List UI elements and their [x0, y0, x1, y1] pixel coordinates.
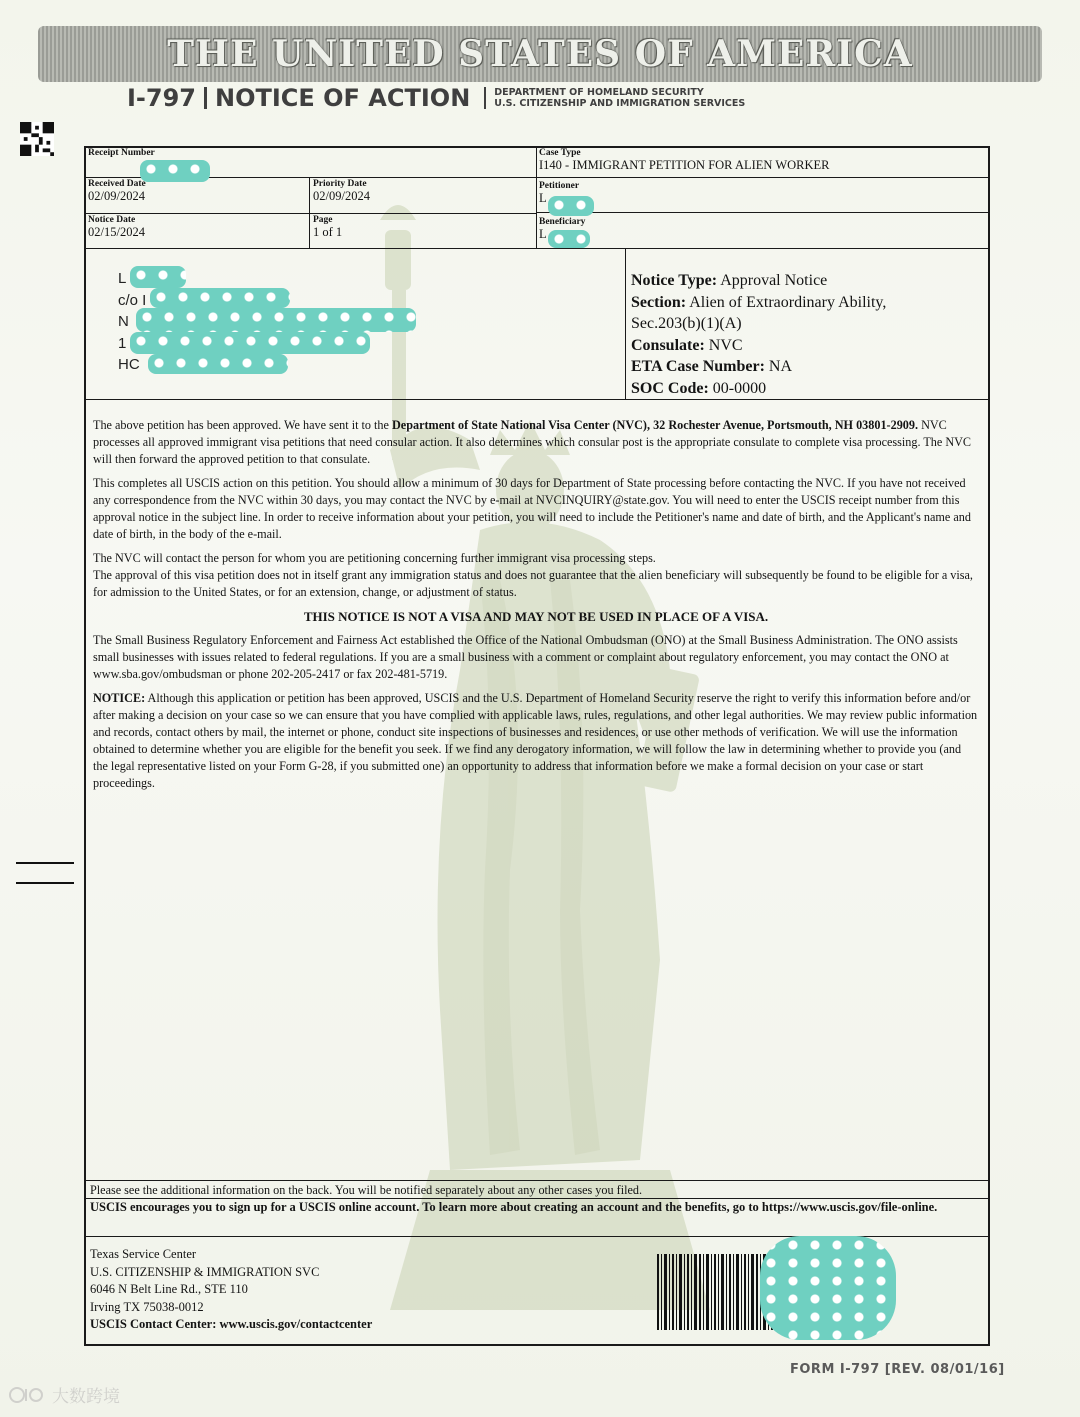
- address-line: N: [118, 313, 129, 330]
- consulate-label: Consulate:: [631, 336, 705, 354]
- section-label: Section:: [631, 293, 687, 311]
- department-name: DEPARTMENT OF HOMELAND SECURITY: [494, 87, 704, 98]
- receipt-number-cell: [88, 148, 155, 158]
- grid-line: [309, 177, 310, 248]
- status-paragraph: [93, 550, 979, 601]
- grid-line: [536, 146, 537, 248]
- form-revision: FORM I-797 [REV. 08/01/16]: [790, 1362, 1005, 1377]
- soc-code-label: SOC Code:: [631, 379, 709, 397]
- watermark-text: 大数跨境: [52, 1387, 120, 1407]
- notice-type-value: Approval Notice: [720, 272, 828, 289]
- online-account-note: USCIS encourages you to sign up for a USCIS online account. To learn more about creating an account and the benefits, go to https://www.uscis.gov/file-online.: [90, 1200, 938, 1214]
- notice-date-cell: [88, 215, 145, 240]
- contact-center: USCIS Contact Center: www.uscis.gov/contactcenter: [90, 1317, 373, 1331]
- margin-marks: [16, 860, 74, 888]
- visa-warning: THIS NOTICE IS NOT A VISA AND MAY NOT BE USED IN PLACE OF A VISA.: [303, 609, 769, 624]
- banner: [38, 26, 1042, 82]
- address-line: HC: [118, 356, 140, 373]
- beneficiary-value: L: [539, 227, 547, 241]
- service-center-address: [90, 1246, 372, 1334]
- corner-watermark: [8, 1382, 120, 1407]
- department-block: [494, 87, 745, 109]
- redaction-mark: [150, 288, 290, 308]
- redaction-mark: [548, 230, 590, 248]
- page-cell: [313, 215, 342, 240]
- approval-status-text: The approval of this visa petition does not in itself grant any immigration status and does not guarantee that the alien beneficiary will subsequently be found to be eligible for a visa, for admission to the United States, or for an extension, change, or adjustment of status.: [93, 568, 973, 599]
- notice-details: [631, 270, 886, 399]
- additional-info-note: Please see the additional information on the back. You will be notified separately about any other cases you filed.: [90, 1183, 643, 1197]
- notice-body: [93, 417, 979, 799]
- grid-line: [84, 213, 536, 214]
- consulate-value: NVC: [708, 336, 743, 354]
- case-type-cell: [539, 148, 830, 173]
- service-center-org: U.S. CITIZENSHIP & IMMIGRATION SVC: [90, 1264, 320, 1279]
- ombudsman-paragraph: The Small Business Regulatory Enforcement and Fairness Act established the Office of the National Ombudsman (ONO) at the Small Business Administration. The ONO assists small businesses with issues related to federal regulations. If you are a small business with a comment or complaint about regulatory enforcement, you may contact the ONO at www.sba.gov/ombudsman or phone 202-205-2417 or fax 202-481-5719.: [93, 633, 958, 681]
- verification-text: Although this application or petition has been approved, USCIS and the U.S. Department of Homeland Security reserve the right to verify this information before and/or after making a decision on your case so we can ensure that you have complied with applicable laws, rules, regulations, and other legal authorities. We may review public information and records, contact others by mail, the internet or phone, conduct site inspections of businesses and residences, or use other methods of verification. We will use the information obtained to determine whether you are eligible for the benefit you seek. If we find any derogatory information, we will follow the law in determining whether to provide you (and the legal representative listed on your Form G-28, if you submitted one) an opportunity to address that information before we make a formal decision on your case or start proceedings.: [93, 691, 978, 790]
- grid-line: [625, 248, 626, 399]
- redaction-mark: [148, 354, 288, 374]
- priority-date-cell: [313, 179, 370, 204]
- petitioner-label: Petitioner: [539, 181, 580, 191]
- beneficiary-label: Beneficiary: [539, 217, 586, 227]
- priority-date-label: Priority Date: [313, 179, 367, 189]
- redaction-mark: [548, 196, 594, 216]
- received-date-value: 02/09/2024: [88, 189, 145, 203]
- case-type-value: I140 - IMMIGRANT PETITION FOR ALIEN WORKER: [539, 158, 830, 172]
- approval-text-continued: NVC processes all approved immigrant visa petitions that need consular action. It also determines which consular post is the appropriate consulate to complete visa processing. The NVC will then forward the approved petition to that consulate.: [93, 418, 972, 466]
- priority-date-value: 02/09/2024: [313, 189, 370, 203]
- approval-paragraph: [93, 417, 979, 468]
- approval-text: The above petition has been approved. We have sent it to the: [93, 418, 392, 432]
- soc-code-value: 00-0000: [712, 379, 767, 397]
- notice-date-value: 02/15/2024: [88, 225, 145, 239]
- address-line: 1: [118, 334, 127, 352]
- service-center-city: Irving TX 75038-0012: [90, 1299, 204, 1314]
- form-header: [127, 84, 745, 112]
- qr-code-icon: [20, 122, 54, 156]
- redaction-mark: [140, 160, 210, 182]
- service-center-street: 6046 N Belt Line Rd., STE 110: [90, 1282, 248, 1296]
- page-label: Page: [313, 215, 333, 225]
- agency-name: U.S. CITIZENSHIP AND IMMIGRATION SERVICES: [494, 98, 746, 109]
- redaction-mark: [130, 266, 186, 288]
- receipt-number-label: Receipt Number: [88, 148, 155, 158]
- page-value: 1 of 1: [313, 225, 343, 239]
- petitioner-value: L: [539, 191, 547, 205]
- header-divider: [484, 87, 486, 109]
- notice-date-label: Notice Date: [88, 215, 136, 225]
- nvc-contact-paragraph: This completes all USCIS action on this petition. You should allow a minimum of 30 days for Department of State processing before contacting the NVC. If you have not received any correspondence from the NVC within 30 days, you may contact the NVC by e-mail at NVCINQUIRY@state.gov. You will need to enter the USCIS receipt number from this approval notice in the subject line. In order to receive information about your petition, you will need to include the Petitioner's name and date of birth, and the Applicant's name and date of birth, in the body of the e-mail.: [93, 476, 971, 541]
- grid-line: [536, 212, 988, 213]
- nvc-steps-text: The NVC will contact the person for whom you are petitioning concerning further immigrant visa processing steps.: [93, 551, 656, 565]
- verification-paragraph: [93, 690, 979, 792]
- grid-line: [84, 1180, 988, 1181]
- grid-line: [84, 399, 988, 400]
- form-title: NOTICE OF ACTION: [215, 84, 471, 112]
- watermark-logo-icon: [8, 1385, 48, 1405]
- form-code: I-797: [127, 84, 196, 112]
- eta-case-value: NA: [768, 358, 793, 375]
- service-center-name: Texas Service Center: [90, 1247, 197, 1261]
- section-value: Alien of Extraordinary Ability,: [689, 293, 887, 311]
- redaction-mark: [130, 332, 370, 354]
- received-date-cell: [88, 179, 146, 204]
- notice-label: NOTICE:: [93, 691, 146, 705]
- section-code: Sec.203(b)(1)(A): [631, 315, 742, 332]
- header-divider: [204, 87, 207, 109]
- case-type-label: Case Type: [539, 148, 581, 158]
- received-date-label: Received Date: [88, 179, 146, 189]
- redaction-mark: [760, 1236, 896, 1340]
- banner-title: THE UNITED STATES OF AMERICA: [167, 33, 913, 75]
- nvc-address: Department of State National Visa Center (NVC), 32 Rochester Avenue, Portsmouth, NH 03801-2909.: [392, 418, 919, 432]
- eta-case-label: ETA Case Number:: [631, 358, 765, 375]
- redaction-mark: [136, 308, 416, 332]
- address-line: c/o I: [118, 291, 147, 309]
- grid-line: [84, 248, 988, 249]
- address-line: L: [118, 270, 127, 287]
- notice-type-label: Notice Type:: [631, 272, 718, 289]
